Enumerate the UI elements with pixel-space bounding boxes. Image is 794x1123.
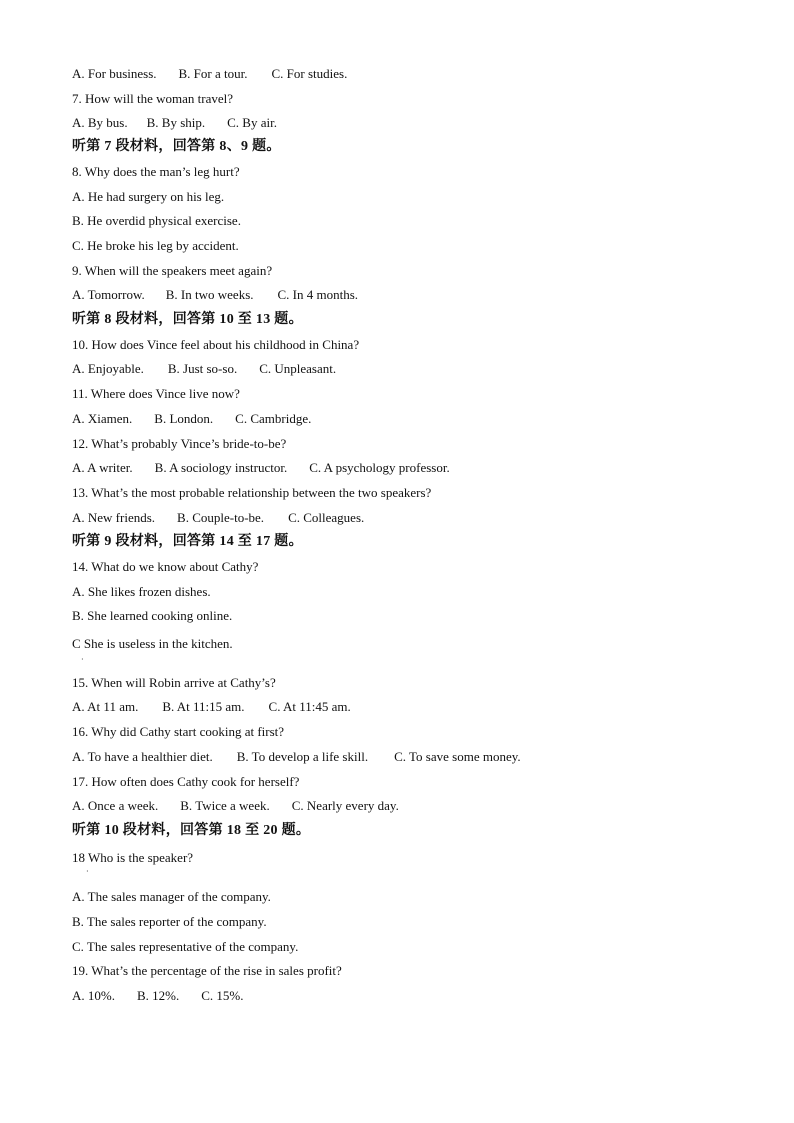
q18-option-b: B. The sales reporter of the company. xyxy=(72,914,267,929)
option-a: A. Tomorrow. xyxy=(72,287,145,302)
q14-option-a: A. She likes frozen dishes. xyxy=(72,584,211,599)
q14-option-c: C She is useless in the kitchen. xyxy=(72,636,233,651)
question-13: 13. What’s the most probable relationship between the two speakers? xyxy=(72,485,432,500)
question-16: 16. Why did Cathy start cooking at first? xyxy=(72,724,285,739)
question-14: 14. What do we know about Cathy? xyxy=(72,559,259,574)
option-a: A. To have a healthier diet. xyxy=(72,749,213,764)
option-c: C. At 11:45 am. xyxy=(268,699,351,714)
option-c: C. To save some money. xyxy=(394,749,521,764)
question-11: 11. Where does Vince live now? xyxy=(72,386,240,401)
q18-option-a: A. The sales manager of the company. xyxy=(72,889,271,904)
q8-option-c: C. He broke his leg by accident. xyxy=(72,238,239,253)
section-heading-10: 听第 10 段材料，回答第 18 至 20 题。 xyxy=(72,823,311,838)
q7-options xyxy=(72,115,277,131)
stray-mark: · xyxy=(86,867,89,876)
option-a: A. A writer. xyxy=(72,460,133,475)
option-b: B. Couple-to-be. xyxy=(177,510,265,525)
option-b: B. At 11:15 am. xyxy=(162,699,245,714)
option-b: B. A sociology instructor. xyxy=(154,460,288,475)
option-c: C. For studies. xyxy=(271,66,348,81)
question-8: 8. Why does the man’s leg hurt? xyxy=(72,164,240,179)
option-c: C. By air. xyxy=(227,115,277,130)
q11-options xyxy=(72,411,311,427)
q8-option-b: B. He overdid physical exercise. xyxy=(72,213,241,228)
option-a: A. For business. xyxy=(72,66,157,81)
section-heading-9: 听第 9 段材料，回答第 14 至 17 题。 xyxy=(72,534,303,549)
option-a: A. New friends. xyxy=(72,510,156,525)
q9-options xyxy=(72,287,358,303)
q15-options xyxy=(72,699,351,715)
section-heading-8: 听第 8 段材料，回答第 10 至 13 题。 xyxy=(72,312,303,327)
q19-options xyxy=(72,988,243,1004)
option-b: B. For a tour. xyxy=(178,66,248,81)
option-c: C. Unpleasant. xyxy=(259,361,337,376)
option-a: A. Once a week. xyxy=(72,798,159,813)
option-c: C. Cambridge. xyxy=(235,411,312,426)
option-a: A. 10%. xyxy=(72,988,115,1003)
option-a: A. Xiamen. xyxy=(72,411,133,426)
q17-options xyxy=(72,798,399,814)
option-c: C. 15%. xyxy=(201,988,244,1003)
option-b: B. Twice a week. xyxy=(180,798,270,813)
option-c: C. Colleagues. xyxy=(288,510,365,525)
question-18: 18 Who is the speaker? xyxy=(72,850,194,865)
question-7: 7. How will the woman travel? xyxy=(72,91,234,106)
option-b: B. London. xyxy=(154,411,214,426)
q13-options xyxy=(72,510,364,526)
option-b: B. In two weeks. xyxy=(165,287,254,302)
q6-options xyxy=(72,66,347,82)
q16-options xyxy=(72,749,521,765)
q10-options xyxy=(72,361,336,377)
option-c: C. Nearly every day. xyxy=(291,798,399,813)
option-b: B. 12%. xyxy=(136,988,180,1003)
stray-mark: · xyxy=(81,655,84,664)
question-19: 19. What’s the percentage of the rise in sales profit? xyxy=(72,963,342,978)
question-10: 10. How does Vince feel about his childhood in China? xyxy=(72,337,360,352)
question-12: 12. What’s probably Vince’s bride-to-be? xyxy=(72,436,287,451)
option-a: A. Enjoyable. xyxy=(72,361,144,376)
option-b: B. To develop a life skill. xyxy=(236,749,369,764)
option-b: B. By ship. xyxy=(146,115,206,130)
option-a: A. At 11 am. xyxy=(72,699,139,714)
q18-option-c: C. The sales representative of the company. xyxy=(72,939,299,954)
option-c: C. A psychology professor. xyxy=(309,460,450,475)
section-heading-7: 听第 7 段材料，回答第 8、9 题。 xyxy=(72,139,281,154)
option-c: C. In 4 months. xyxy=(277,287,359,302)
question-15: 15. When will Robin arrive at Cathy’s? xyxy=(72,675,276,690)
option-b: B. Just so-so. xyxy=(167,361,238,376)
option-a: A. By bus. xyxy=(72,115,128,130)
q12-options xyxy=(72,460,450,476)
question-17: 17. How often does Cathy cook for herself? xyxy=(72,774,300,789)
question-9: 9. When will the speakers meet again? xyxy=(72,263,273,278)
q8-option-a: A. He had surgery on his leg. xyxy=(72,189,225,204)
q14-option-b: B. She learned cooking online. xyxy=(72,608,233,623)
